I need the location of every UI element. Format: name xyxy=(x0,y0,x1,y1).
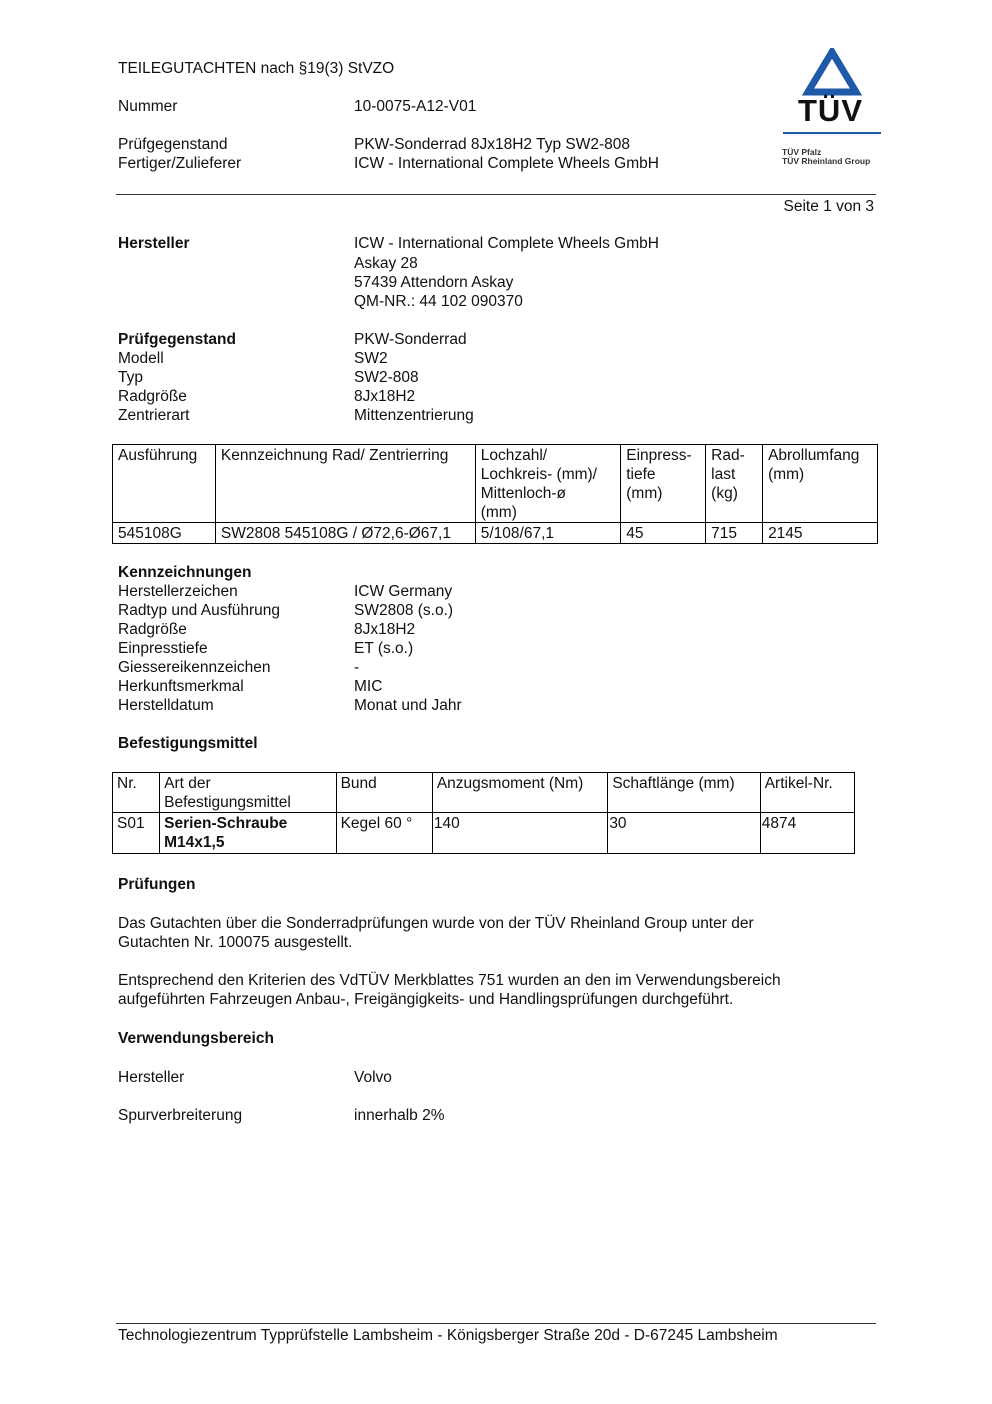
manufacturer-line: Askay 28 xyxy=(354,255,418,272)
header-cell: Art der Befestigungsmittel xyxy=(160,773,336,813)
object-value: PKW-Sonderrad 8Jx18H2 Typ SW2-808 xyxy=(354,136,630,153)
header-cell: Einpress- tiefe (mm) xyxy=(621,445,706,523)
cell-shank-length: 30 xyxy=(608,813,760,854)
page-indicator: Seite 1 von 3 xyxy=(783,198,874,215)
spec-label: Radgröße xyxy=(118,388,187,405)
marking-value: Monat und Jahr xyxy=(354,697,462,714)
spec-label: Modell xyxy=(118,350,164,367)
marking-label: Herkunftsmerkmal xyxy=(118,678,244,695)
table-header-row xyxy=(113,773,855,813)
marking-label: Einpresstiefe xyxy=(118,640,208,657)
tuv-logo xyxy=(780,48,884,174)
number-label: Nummer xyxy=(118,98,178,115)
maker-value: ICW - International Complete Wheels GmbH xyxy=(354,155,659,172)
cell-torque: 140 xyxy=(432,813,607,854)
cell-variant: 545108G xyxy=(113,523,216,544)
marking-label: Radtyp und Ausführung xyxy=(118,602,281,619)
table-header-row xyxy=(113,445,878,523)
header-cell: Rad- last (kg) xyxy=(706,445,763,523)
marking-value: ICW Germany xyxy=(354,583,453,600)
logo-line1: TÜV Pfalz xyxy=(782,147,822,157)
header-cell: Schaftlänge (mm) xyxy=(608,773,760,813)
header-cell: Lochzahl/ Lochkreis- (mm)/ Mittenloch-ø (mm) xyxy=(475,445,621,523)
tests-heading: Prüfungen xyxy=(118,876,196,893)
fasteners-heading: Befestigungsmittel xyxy=(118,735,258,752)
marking-value: SW2808 (s.o.) xyxy=(354,602,454,619)
cell-offset: 45 xyxy=(621,523,706,544)
manufacturer-heading: Hersteller xyxy=(118,235,190,252)
number-value: 10-0075-A12-V01 xyxy=(354,98,477,115)
scope-heading: Verwendungsbereich xyxy=(118,1030,274,1047)
header-cell: Kennzeichnung Rad/ Zentrierring xyxy=(215,445,475,523)
scope-label: Spurverbreiterung xyxy=(118,1107,243,1124)
marking-value: - xyxy=(354,659,360,676)
scope-value: Volvo xyxy=(354,1069,392,1086)
cell-bolt-pattern: 5/108/67,1 xyxy=(475,523,621,544)
marking-value: 8Jx18H2 xyxy=(354,621,416,638)
object-label: Prüfgegenstand xyxy=(118,136,228,153)
scope-value: innerhalb 2% xyxy=(354,1107,445,1124)
tuv-wordmark: TÜV xyxy=(798,93,863,128)
test-object-value: PKW-Sonderrad xyxy=(354,331,467,348)
cell-article-nr: 4874 xyxy=(760,813,854,854)
cell-seat: Kegel 60 ° xyxy=(336,813,432,854)
spec-value: SW2-808 xyxy=(354,369,419,386)
marking-label: Herstellerzeichen xyxy=(118,583,238,600)
spec-value: 8Jx18H2 xyxy=(354,388,416,405)
tests-paragraph-line: Das Gutachten über die Sonderradprüfungen wurde von der TÜV Rheinland Group unter der xyxy=(118,915,754,932)
header-cell: Bund xyxy=(336,773,432,813)
spec-value: Mittenzentrierung xyxy=(354,407,474,424)
logo-divider xyxy=(783,132,881,134)
marking-label: Giessereikennzeichen xyxy=(118,659,271,676)
tests-paragraph-line: Entsprechend den Kriterien des VdTÜV Merkblattes 751 wurden an den im Verwendungsbereich xyxy=(118,972,781,989)
tests-paragraph-line: Gutachten Nr. 100075 ausgestellt. xyxy=(118,934,353,951)
cell-circumference: 2145 xyxy=(763,523,878,544)
header-cell: Abrollumfang (mm) xyxy=(763,445,878,523)
manufacturer-line: 57439 Attendorn Askay xyxy=(354,274,514,291)
markings-heading: Kennzeichnungen xyxy=(118,564,252,581)
manufacturer-line: QM-NR.: 44 102 090370 xyxy=(354,293,523,310)
header-rule xyxy=(116,194,876,195)
marking-value: ET (s.o.) xyxy=(354,640,414,657)
header-cell: Artikel-Nr. xyxy=(760,773,854,813)
marking-label: Radgröße xyxy=(118,621,187,638)
test-object-heading: Prüfgegenstand xyxy=(118,331,236,348)
header-cell: Anzugsmoment (Nm) xyxy=(432,773,607,813)
cell-load: 715 xyxy=(706,523,763,544)
manufacturer-line: ICW - International Complete Wheels GmbH xyxy=(354,235,659,252)
cell-fastener-type: Serien-Schraube M14x1,5 xyxy=(160,813,336,854)
cell-nr: S01 xyxy=(113,813,160,854)
document-title: TEILEGUTACHTEN nach §19(3) StVZO xyxy=(118,60,395,77)
footer-address: Technologiezentrum Typprüfstelle Lambsheim - Königsberger Straße 20d - D-67245 Lambsheim xyxy=(118,1327,778,1344)
fastener-table xyxy=(112,772,855,854)
marking-label: Herstelldatum xyxy=(118,697,214,714)
tests-paragraph-line: aufgeführten Fahrzeugen Anbau-, Freigängigkeits- und Handlingsprüfungen durchgeführt. xyxy=(118,991,734,1008)
spec-value: SW2 xyxy=(354,350,388,367)
wheel-spec-table xyxy=(112,444,878,544)
table-row xyxy=(113,813,855,854)
maker-label: Fertiger/Zulieferer xyxy=(118,155,242,172)
header-cell: Nr. xyxy=(113,773,160,813)
header-cell: Ausführung xyxy=(113,445,216,523)
table-row xyxy=(113,523,878,544)
spec-label: Zentrierart xyxy=(118,407,190,424)
scope-label: Hersteller xyxy=(118,1069,185,1086)
logo-line2: TÜV Rheinland Group xyxy=(782,156,871,166)
marking-value: MIC xyxy=(354,678,383,695)
spec-label: Typ xyxy=(118,369,143,386)
footer-rule xyxy=(116,1323,876,1324)
cell-marking: SW2808 545108G / Ø72,6-Ø67,1 xyxy=(215,523,475,544)
